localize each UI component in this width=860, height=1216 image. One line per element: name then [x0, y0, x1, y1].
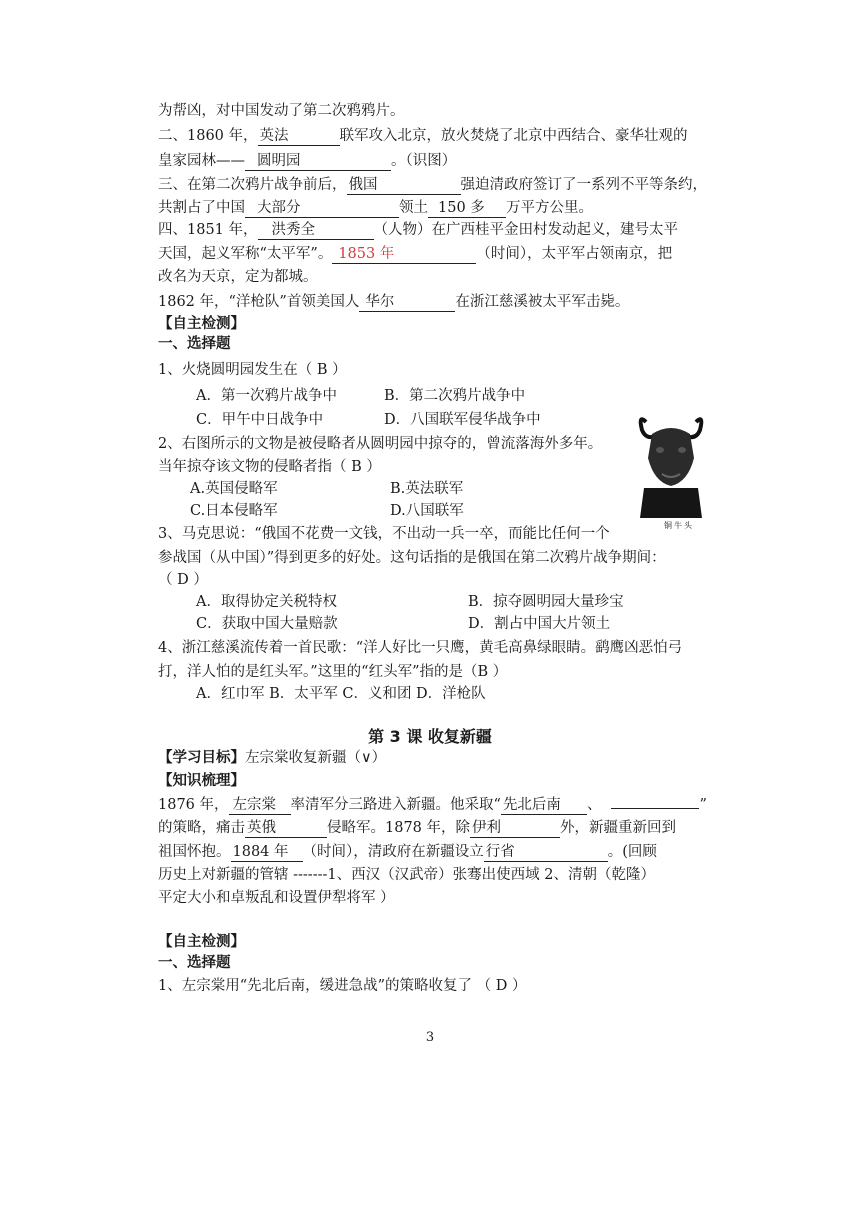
text-line: 改名为天京，定为都城。 [158, 269, 318, 285]
learning-goal: 【学习目标】左宗棠收复新疆（∨） [158, 749, 387, 766]
text-line: 的策略，痛击 英俄 侵略军。1878 年，除 伊利 外，新疆重新回到 [158, 820, 677, 836]
option-b: B．掠夺圆明园大量珍宝 [468, 594, 624, 610]
option-a: A.英国侵略军 [190, 481, 278, 497]
option-a: A．第一次鸦片战争中 [196, 388, 337, 404]
question-1: 1、火烧圆明园发生在（ B ） [158, 362, 347, 378]
lesson-title: 第 3 课 收复新疆 [368, 727, 492, 746]
option-b: B．第二次鸦片战争中 [384, 388, 526, 404]
option-d: D.八国联军 [390, 503, 464, 519]
question-2: 2、右图所示的文物是被侵略者从圆明园中掠夺的，曾流落海外多年。 [158, 436, 603, 452]
section-subheading: 一、选择题 [158, 335, 231, 352]
image-caption: 铜牛头 [664, 521, 694, 530]
text-line: 1862 年，“洋枪队”首领美国人 华尔 在浙江慈溪被太平军击毙。 [158, 294, 630, 310]
page-number: 3 [425, 1030, 435, 1045]
option-d: D．割占中国大片领土 [468, 616, 611, 632]
question-3-answer: （ D ） [158, 572, 208, 588]
text-line: 三、在第二次鸦片战争前后， 俄国 强迫清政府签订了一系列不平等条约， [158, 177, 707, 193]
text-line: 平定大小和卓叛乱和设置伊犁将军 ） [158, 890, 395, 906]
option-c: C．甲午中日战争中 [196, 412, 324, 428]
text-line: 皇家园林—— 圆明园 。（识图） [158, 153, 457, 169]
bronze-ox-head-image [636, 412, 706, 522]
text-line: 1876 年， 左宗棠 率清军分三路进入新疆。他采取“ 先北后南 、 ” [158, 797, 707, 813]
section-heading: 【自主检测】 [158, 315, 245, 332]
question-2-cont: 当年掠夺该文物的侵略者指（ B ） [158, 459, 381, 475]
option-b: B.英法联军 [390, 481, 464, 497]
text-line: 历史上对新疆的管辖 -------1、西汉（汉武帝）张骞出使西域 2、清朝（乾隆） [158, 867, 655, 883]
option-c: C.日本侵略军 [190, 503, 278, 519]
question-4: 4、浙江慈溪流传着一首民歌：“洋人好比一只鹰，黄毛高鼻绿眼睛。鹞鹰凶恶怕弓 [158, 640, 683, 656]
text-line: 祖国怀抱。 1884 年 （时间），清政府在新疆设立 行省 。(回顾 [158, 844, 657, 860]
option-c: C．获取中国大量赔款 [196, 616, 338, 632]
question-4-options: A．红巾军 B．太平军 C．义和团 D．洋枪队 [196, 686, 486, 702]
text-line: 共割占了中国 大部分 领土 150 多 万平方公里。 [158, 200, 593, 216]
question-3-cont: 参战国（从中国）”得到更多的好处。这句话指的是俄国在第二次鸦片战争期间： [158, 550, 666, 566]
option-d: D．八国联军侵华战争中 [384, 412, 541, 428]
text-line: 四、1851 年， 洪秀全 （人物）在广西桂平金田村发动起义，建号太平 [158, 222, 679, 238]
question-1: 1、左宗棠用“先北后南，缓进急战”的策略收复了 （ D ） [158, 978, 527, 994]
question-4-cont: 打，洋人怕的是红头军。”这里的“红头军”指的是（B ） [158, 664, 508, 680]
text-line: 天国，起义军称“太平军”。 1853 年 （时间），太平军占领南京，把 [158, 246, 673, 262]
section-heading: 【自主检测】 [158, 933, 245, 950]
section-subheading: 一、选择题 [158, 954, 231, 971]
text-line: 二、1860 年， 英法 联军攻入北京，放火焚烧了北京中西结合、豪华壮观的 [158, 128, 688, 144]
question-3: 3、马克思说：“俄国不花费一文钱，不出动一兵一卒，而能比任何一个 [158, 526, 610, 542]
text-line: 为帮凶，对中国发动了第二次鸦鸦片。 [158, 103, 405, 119]
option-a: A．取得协定关税特权 [196, 594, 337, 610]
knowledge-heading: 【知识梳理】 [158, 772, 245, 789]
